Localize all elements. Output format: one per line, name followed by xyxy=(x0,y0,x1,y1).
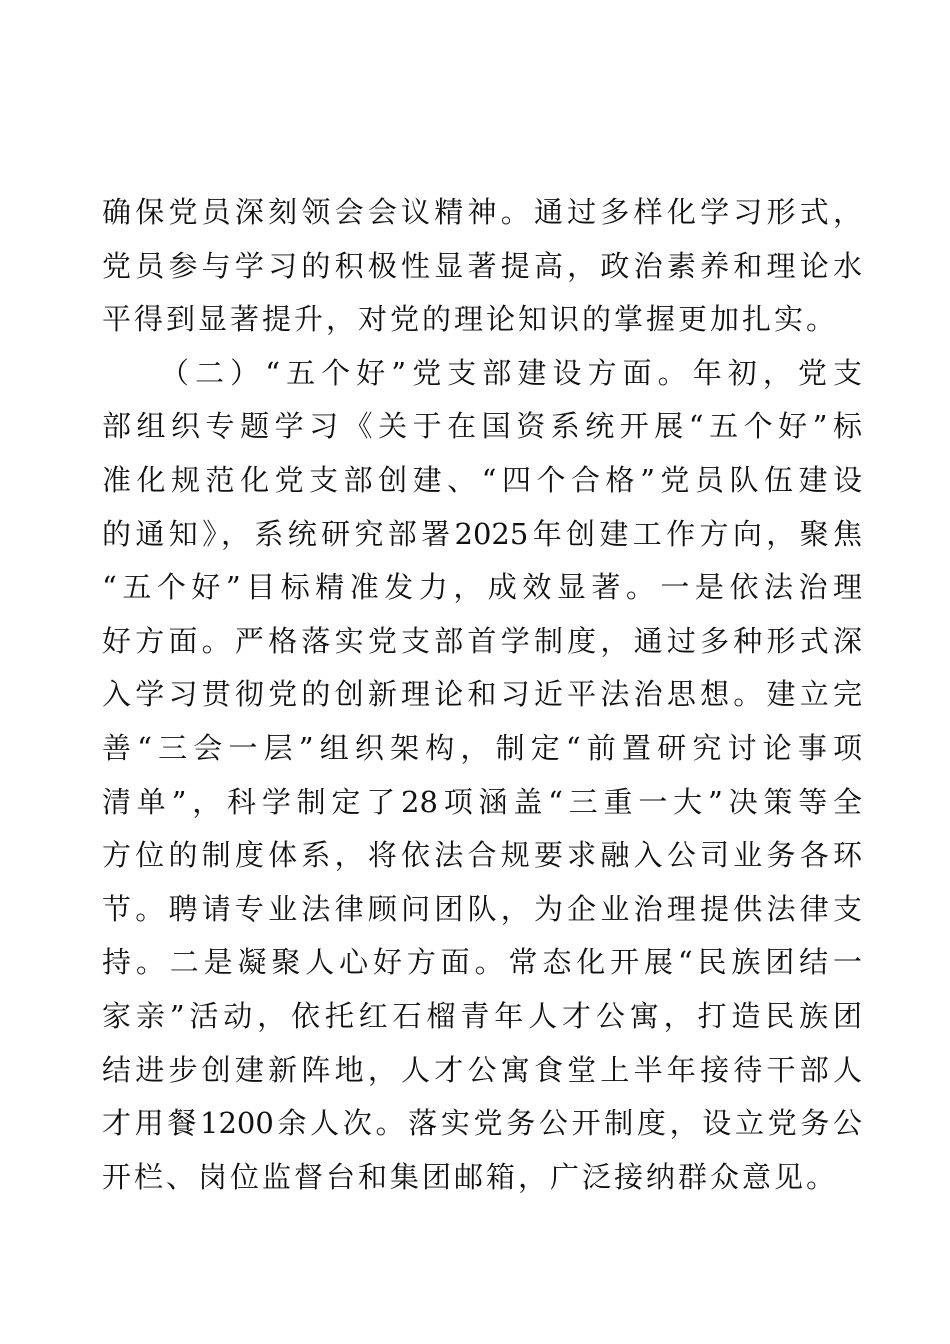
text-line: 清单”，科学制定了28项涵盖“三重一大”决策等全 xyxy=(102,784,862,819)
text-line: 平得到显著提升，对党的理论知识的掌握更加扎实。 xyxy=(102,302,839,337)
text-line: 的通知》，系统研究部署2025年创建工作方向，聚焦 xyxy=(102,516,862,551)
section-heading-line: （二）“五个好”党支部建设方面。年初，党支 xyxy=(160,355,862,390)
text-line: 部组织专题学习《关于在国资系统开展“五个好”标 xyxy=(102,409,862,444)
text-line: 好方面。严格落实党支部首学制度，通过多种形式深 xyxy=(102,623,862,658)
text-line: 开栏、岗位监督台和集团邮箱，广泛接纳群众意见。 xyxy=(102,1159,839,1194)
text-line: 节。聘请专业法律顾问团队，为企业治理提供法律支 xyxy=(102,891,862,926)
text-line: 家亲”活动，依托红石榴青年人才公寓，打造民族团 xyxy=(102,998,862,1033)
text-line: 党员参与学习的积极性显著提高，政治素养和理论水 xyxy=(102,248,862,283)
text-line: 善“三会一层”组织架构，制定“前置研究讨论事项 xyxy=(102,730,862,765)
text-line: “五个好”目标精准发力，成效显著。一是依法治理 xyxy=(102,570,862,605)
body-text xyxy=(102,186,862,1204)
text-line: 准化规范化党支部创建、“四个合格”党员队伍建设 xyxy=(102,462,862,497)
text-line: 才用餐1200余人次。落实党务公开制度，设立党务公 xyxy=(102,1106,862,1141)
text-line: 入学习贯彻党的创新理论和习近平法治思想。建立完 xyxy=(102,677,862,712)
text-line: 确保党员深刻领会会议精神。通过多样化学习形式， xyxy=(102,195,862,229)
text-line: 结进步创建新阵地，人才公寓食堂上半年接待干部人 xyxy=(102,1052,862,1087)
text-line: 持。二是凝聚人心好方面。常态化开展“民族团结一 xyxy=(102,945,862,980)
text-line: 方位的制度体系，将依法合规要求融入公司业务各环 xyxy=(102,838,862,873)
